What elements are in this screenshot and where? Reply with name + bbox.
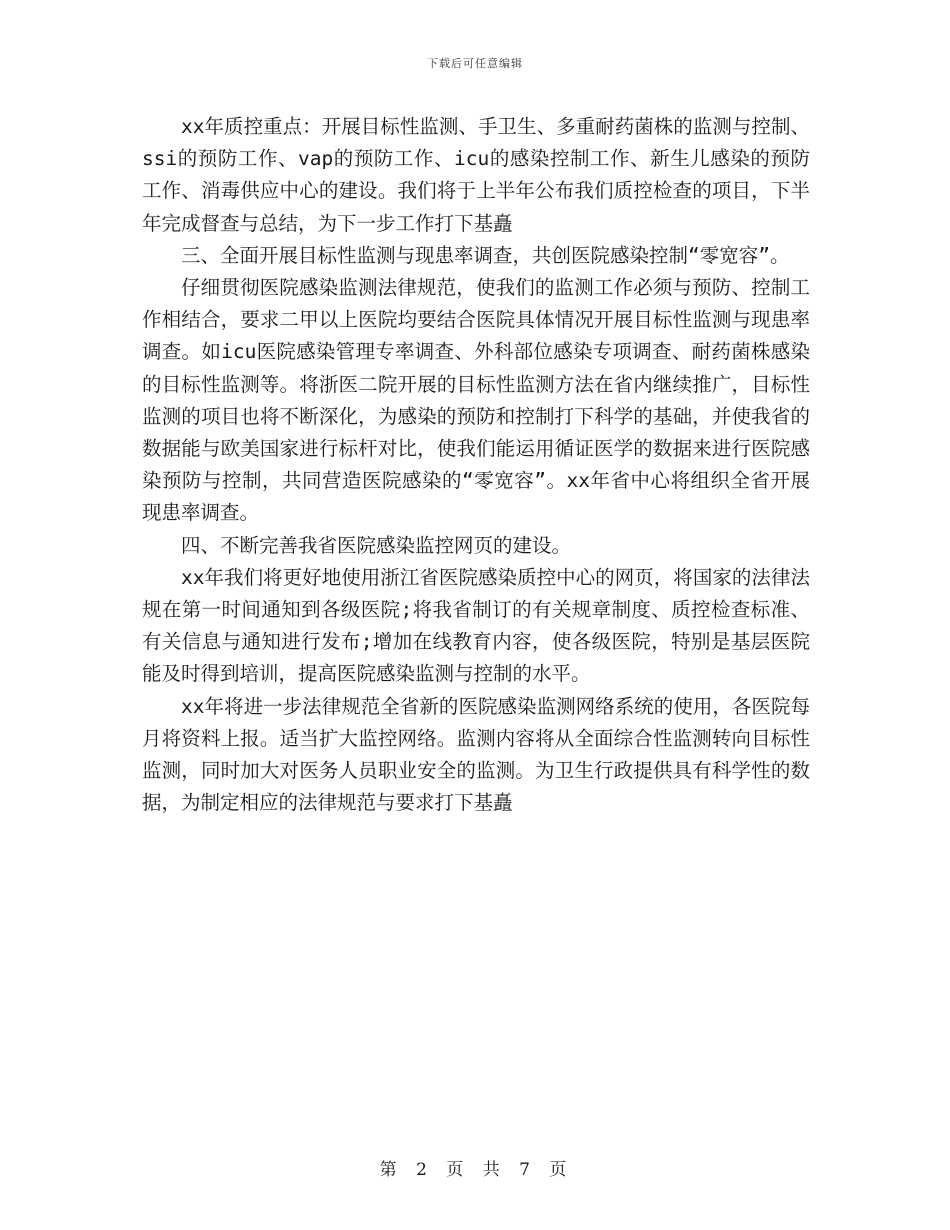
paragraph-quality-focus: xx年质控重点：开展目标性监测、手卫生、多重耐药菌株的监测与控制、ssi的预防工作、vap的预防工作、icu的感染控制工作、新生儿感染的预防工作、消毒供应中心的建设。我们将于上半年公布我们质控检查的项目，下半年完成督查与总结，为下一步工作打下基矗 (142, 115, 810, 235)
paragraph-website: xx年我们将更好地使用浙江省医院感染质控中心的网页，将国家的法律法规在第一时间通知到各级医院;将我省制订的有关规章制度、质控检查标准、有关信息与通知进行发布;增加在线教育内容，使各级医院，特别是基层医院能及时得到培训，提高医院感染监测与控制的水平。 (142, 565, 810, 686)
paragraph-network-system: xx年将进一步法律规范全省新的医院感染监测网络系统的使用，各医院每月将资料上报。适当扩大监控网络。监测内容将从全面综合性监测转向目标性监测，同时加大对医务人员职业安全的监测。为卫生行政提供具有科学性的数据，为制定相应的法律规范与要求打下基矗 (142, 694, 810, 815)
page-number-footer: 第 2 页 共 7 页 (379, 1160, 571, 1180)
document-body (142, 111, 810, 819)
page-header-note: 下载后可任意编辑 (427, 57, 523, 70)
paragraph-targeted-monitoring: 仔细贯彻医院感染监测法律规范，使我们的监测工作必须与预防、控制工作相结合，要求二甲以上医院均要结合医院具体情况开展目标性监测与现患率调查。如icu医院感染管理专率调查、外科部位感染专项调查、耐药菌株感染的目标性监测等。将浙医二院开展的目标性监测方法在省内继续推广，目标性监测的项目也将不断深化，为感染的预防和控制打下科学的基础，并使我省的数据能与欧美国家进行标杆对比，使我们能运用循证医学的数据来进行医院感染预防与控制，共同营造医院感染的“零宽容”。xx年省中心将组织全省开展现患率调查。 (142, 276, 810, 525)
section-heading-4: 四、不断完善我省医院感染监控网页的建设。 (181, 533, 572, 557)
section-heading-3: 三、全面开展目标性监测与现患率调查，共创医院感染控制“零宽容”。 (181, 243, 790, 267)
